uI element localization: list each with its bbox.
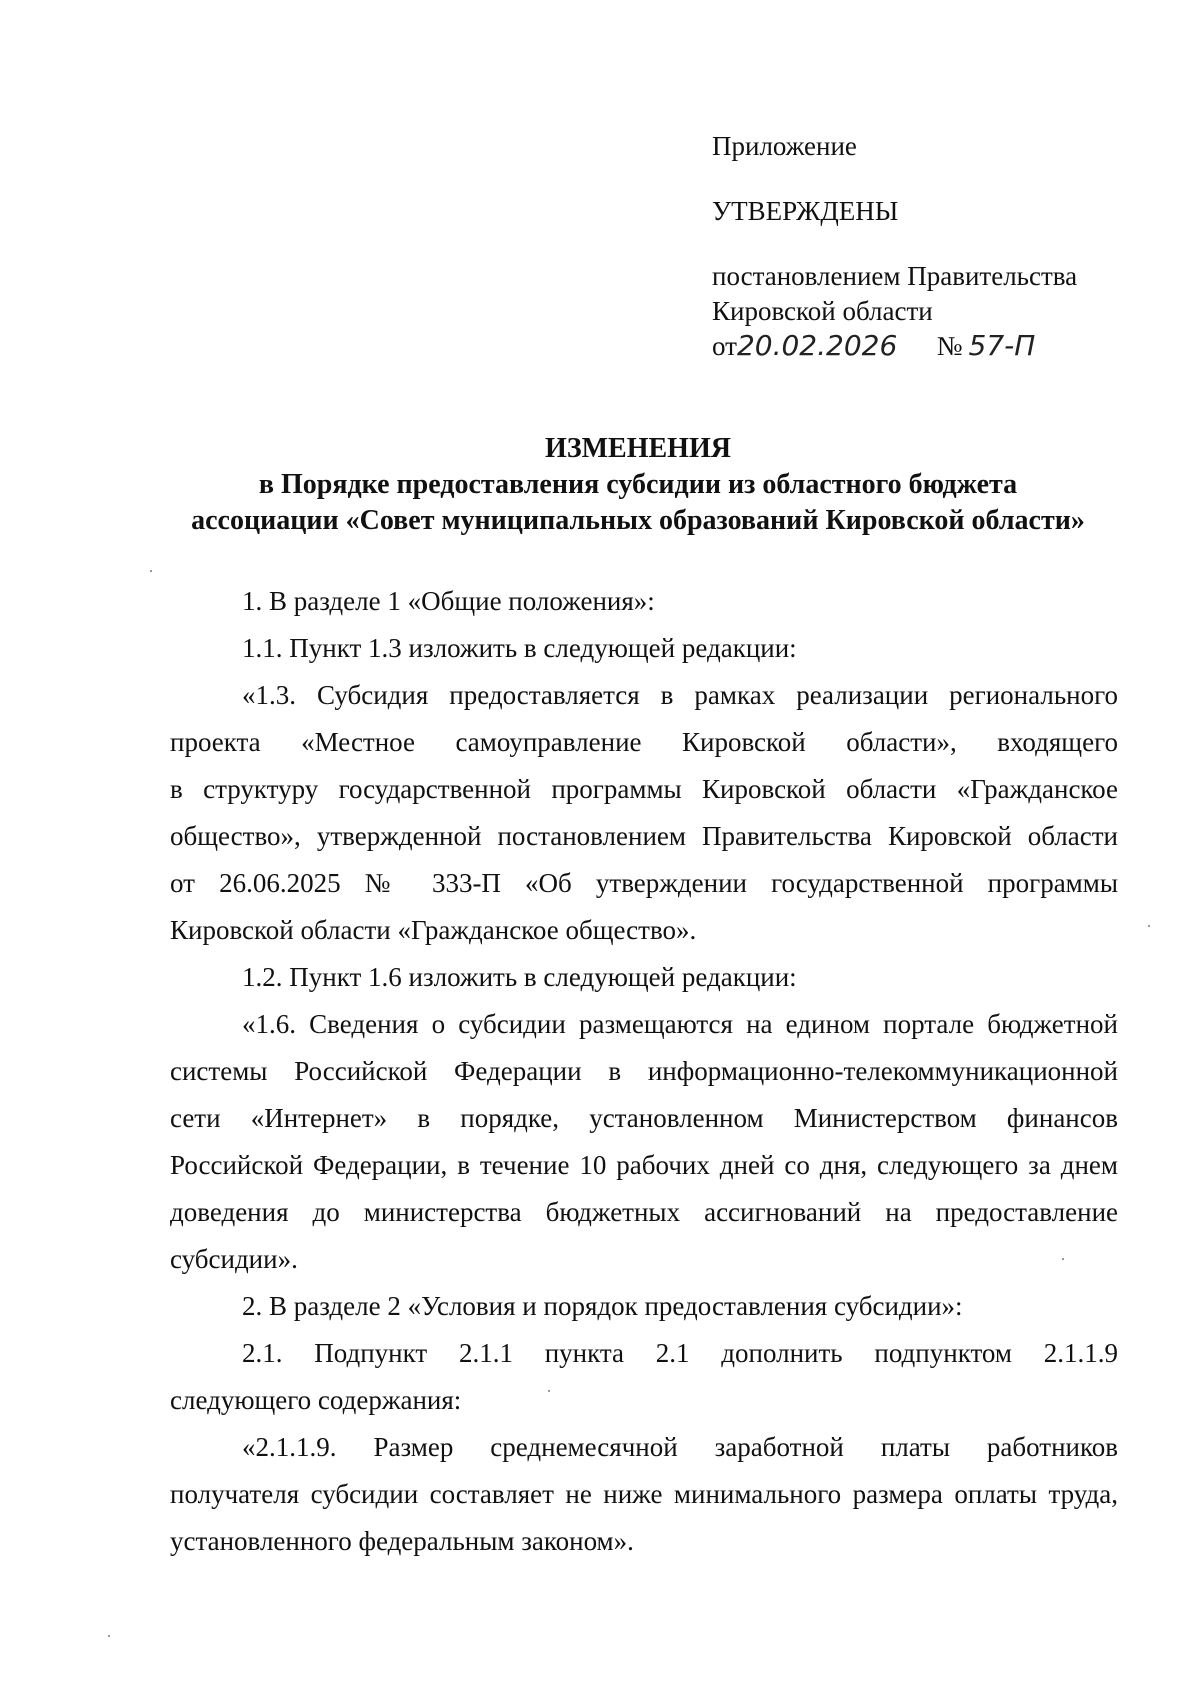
para-1-6-line: «1.6. Сведения о субсидии размещаются на едином портале бюджетной [242,1009,1118,1039]
scan-speck [150,570,152,572]
section-2-heading: 2. В разделе 2 «Условия и порядок предоставления субсидии»: [242,1291,963,1321]
para-1-6-line: Российской Федерации, в течение 10 рабочих дней со дня, следующего за днем [170,1150,1118,1180]
item-2-1-line: 2.1. Подпункт 2.1.1 пункта 2.1 дополнить подпунктом 2.1.1.9 [242,1338,1118,1368]
document-subtitle-line2: ассоциации «Совет муниципальных образований Кировской области» [191,505,1085,536]
document-subtitle-line1: в Порядке предоставления субсидии из областного бюджета [258,469,1018,500]
date-prefix: от [712,331,737,361]
section-1-heading: 1. В разделе 1 «Общие положения»: [242,586,655,616]
document-title: ИЗМЕНЕНИЯ [545,433,731,464]
para-1-3-line: общество», утвержденной постановлением Правительства Кировской области [170,821,1118,851]
item-1-2: 1.2. Пункт 1.6 изложить в следующей редакции: [242,962,797,992]
item-1-1: 1.1. Пункт 1.3 изложить в следующей редакции: [242,633,797,663]
para-1-6-line: системы Российской Федерации в информационно-телекоммуникационной [170,1056,1118,1086]
para-2-1-1-9-line: получателя субсидии составляет не ниже минимального размера оплаты труда, [170,1479,1118,1509]
scan-speck [1062,1258,1064,1260]
number-prefix: № [936,331,963,361]
handwritten-number: 57-П [968,329,1036,362]
approval-authority-line2: Кировской области [712,296,933,326]
approved-label: УТВЕРЖДЕНЫ [712,196,899,226]
para-1-6-line: субсидии». [170,1244,298,1274]
scan-speck [108,1635,110,1637]
para-2-1-1-9-line: установленного федеральным законом». [170,1526,634,1556]
para-1-6-line: доведения до министерства бюджетных ассигнований на предоставление [170,1197,1118,1227]
approval-date-line [712,330,1035,362]
para-1-3-line: проекта «Местное самоуправление Кировской области», входящего [170,727,1118,757]
para-1-3-line: «1.3. Субсидия предоставляется в рамках реализации регионального [242,680,1118,710]
scan-speck [1148,925,1150,927]
para-1-3-line: Кировской области «Гражданское общество». [170,915,697,945]
appendix-label: Приложение [712,131,857,161]
scan-speck [548,1390,550,1392]
approval-authority-line1: постановлением Правительства [712,261,1078,291]
para-2-1-1-9-line: «2.1.1.9. Размер среднемесячной заработной платы работников [242,1432,1118,1462]
handwritten-date: 20.02.2026 [736,329,898,362]
item-2-1-line: следующего содержания: [170,1385,462,1415]
document-body [170,578,1118,1565]
para-1-6-line: сети «Интернет» в порядке, установленном Министерством финансов [170,1103,1118,1133]
para-1-3-line: в структуру государственной программы Кировской области «Гражданское [170,774,1118,804]
para-1-3-line: от 26.06.2025 № 333-П «Об утверждении государственной программы [170,868,1118,898]
